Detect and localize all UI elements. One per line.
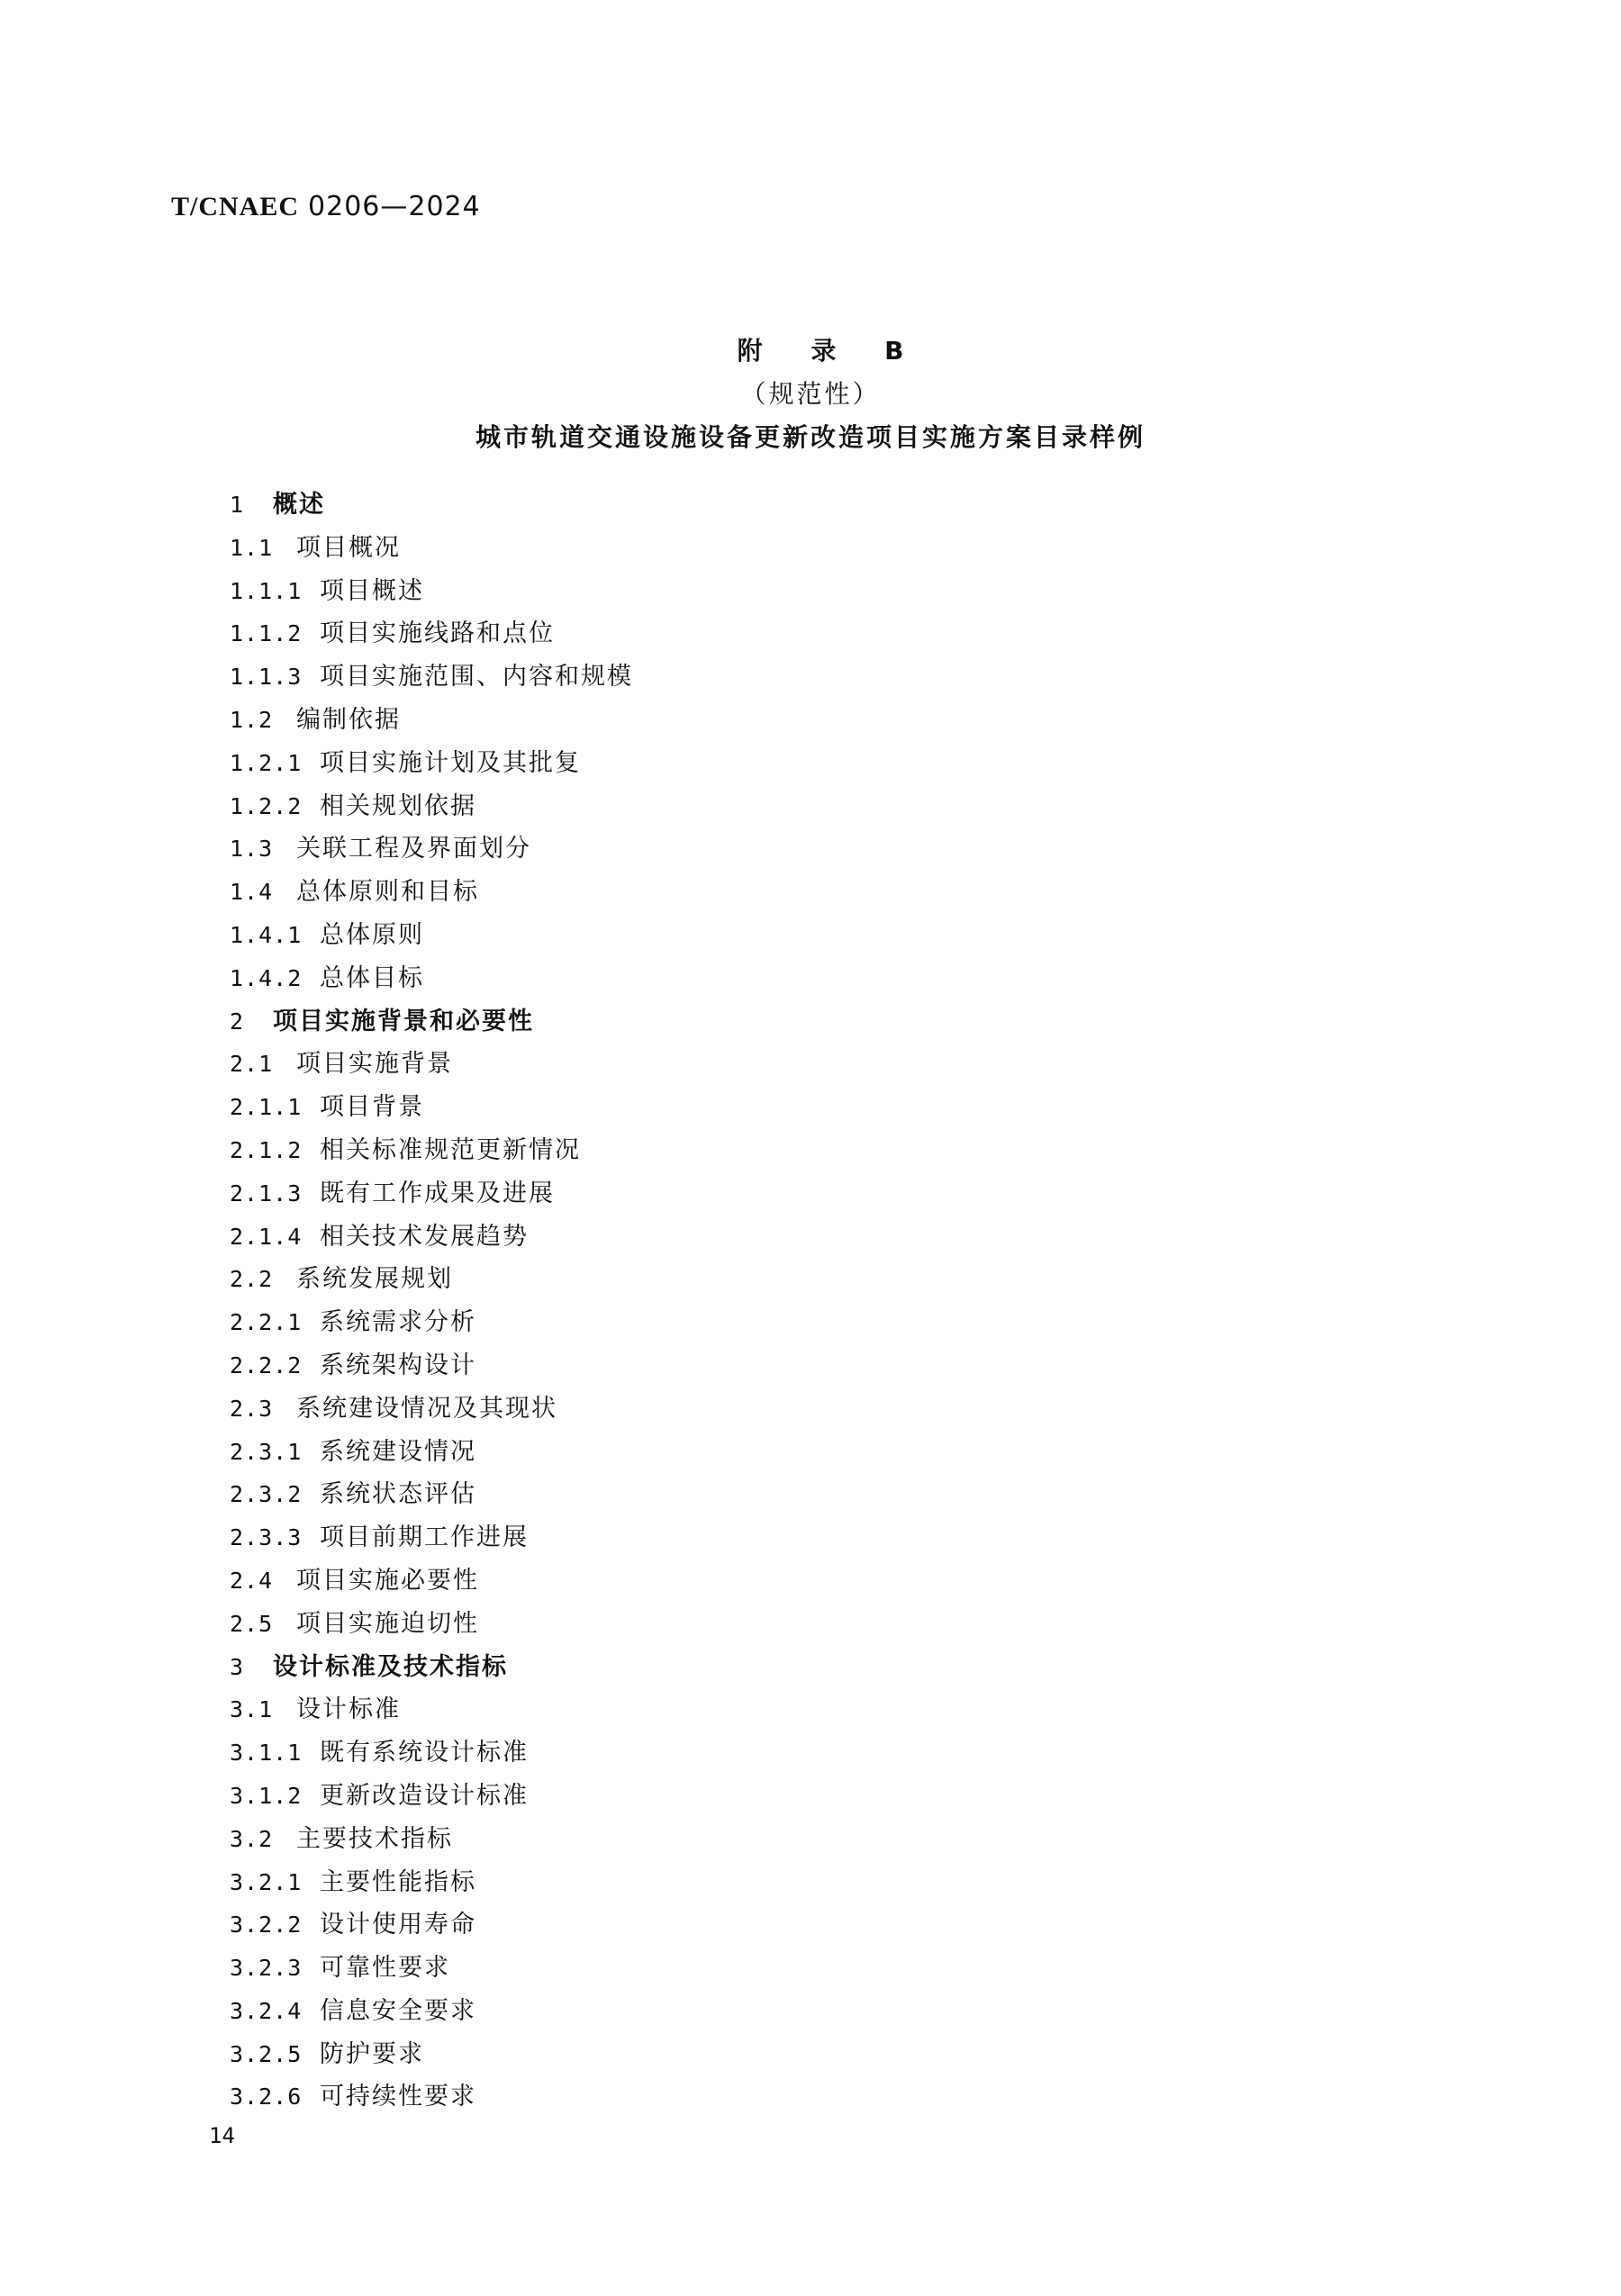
toc-item-number: 2.1 xyxy=(230,1051,274,1078)
toc-item xyxy=(230,871,1400,914)
toc-item xyxy=(230,1818,1400,1861)
toc-item-number: 3.2.4 xyxy=(230,1997,303,2024)
toc-item-number: 1.4.2 xyxy=(230,964,303,991)
toc-item-text: 主要技术指标 xyxy=(296,1824,453,1853)
toc-item-text: 项目实施线路和点位 xyxy=(320,619,555,648)
appendix-type: （规范性） xyxy=(740,379,881,409)
toc-item-text: 相关规划依据 xyxy=(320,791,476,820)
toc-item-number: 2.1.3 xyxy=(230,1180,303,1207)
toc-item-number: 3.2 xyxy=(230,1825,274,1852)
toc-item xyxy=(230,1344,1400,1388)
toc-item-text: 编制依据 xyxy=(296,705,401,734)
toc-item-number: 2.2.2 xyxy=(230,1351,303,1379)
toc-item-number: 2.3 xyxy=(230,1395,274,1422)
toc-item-number: 2.4 xyxy=(230,1567,274,1594)
toc-item-number: 2.2.1 xyxy=(230,1309,303,1336)
toc-item xyxy=(230,699,1400,742)
page-number: 14 xyxy=(209,2123,235,2148)
toc-item-number: 2.3.1 xyxy=(230,1438,303,1465)
toc-item xyxy=(230,1129,1400,1172)
toc-item-text: 既有工作成果及进展 xyxy=(320,1179,555,1207)
toc-item xyxy=(230,484,1400,527)
toc-item xyxy=(230,1388,1400,1431)
toc-item-text: 系统建设情况及其现状 xyxy=(296,1394,557,1423)
toc-item xyxy=(230,1646,1400,1689)
toc-item xyxy=(230,1516,1400,1559)
toc-item xyxy=(230,1775,1400,1818)
toc-item-number: 1.3 xyxy=(230,836,274,863)
toc-item-number: 2.1.4 xyxy=(230,1223,303,1250)
toc-item-text: 项目概况 xyxy=(296,533,401,562)
toc-item-text: 项目概述 xyxy=(320,576,424,605)
toc-item-text: 系统状态评估 xyxy=(320,1480,476,1509)
toc-item-number: 1.1 xyxy=(230,534,274,561)
toc-item-text: 系统需求分析 xyxy=(320,1308,476,1337)
toc-item xyxy=(230,1688,1400,1731)
toc-item-number: 1.4.1 xyxy=(230,921,303,948)
toc-item xyxy=(230,527,1400,570)
toc-item xyxy=(230,1086,1400,1129)
toc-item-number: 2.3.3 xyxy=(230,1524,303,1551)
toc-item-number: 1.2.2 xyxy=(230,792,303,819)
toc-item-number: 2.5 xyxy=(230,1610,274,1637)
toc-item xyxy=(230,1043,1400,1086)
toc-item xyxy=(230,1903,1400,1947)
toc-item-number: 3 xyxy=(230,1653,245,1680)
toc-item xyxy=(230,1559,1400,1603)
toc-item-text: 项目背景 xyxy=(320,1093,424,1122)
toc-item-text: 相关标准规范更新情况 xyxy=(320,1135,581,1164)
toc-item xyxy=(230,827,1400,871)
toc-item-number: 1 xyxy=(230,492,245,518)
toc-item-text: 更新改造设计标准 xyxy=(320,1781,529,1810)
appendix-name: 城市轨道交通设施设备更新改造项目实施方案目录样例 xyxy=(475,422,1146,452)
toc-item-number: 2.1.1 xyxy=(230,1094,303,1121)
toc-item xyxy=(230,655,1400,699)
toc-item xyxy=(230,1473,1400,1516)
toc-item-number: 3.1.2 xyxy=(230,1782,303,1809)
toc-item xyxy=(230,1603,1400,1646)
toc-item-number: 1.4 xyxy=(230,879,274,906)
toc-item-text: 项目实施范围、内容和规模 xyxy=(320,663,633,692)
toc-item-text: 设计使用寿命 xyxy=(320,1911,476,1939)
toc-item-number: 3.2.5 xyxy=(230,2040,303,2067)
toc-item xyxy=(230,1258,1400,1301)
toc-item xyxy=(230,1216,1400,1259)
toc-item-number: 1.1.3 xyxy=(230,664,303,691)
toc-item xyxy=(230,570,1400,613)
toc-item-text: 系统发展规划 xyxy=(296,1265,453,1294)
toc-item xyxy=(230,1990,1400,2033)
toc-item-text: 设计标准及技术指标 xyxy=(273,1652,508,1681)
toc-item-number: 3.1.1 xyxy=(230,1740,303,1767)
toc-item xyxy=(230,2033,1400,2076)
toc-item xyxy=(230,785,1400,828)
toc-item xyxy=(230,742,1400,785)
toc-item xyxy=(230,1431,1400,1474)
table-of-contents xyxy=(230,484,1400,2119)
toc-item-text: 总体原则和目标 xyxy=(296,878,479,907)
document-code-number: 0206—2024 xyxy=(308,191,481,222)
toc-item xyxy=(230,1947,1400,1990)
toc-item-text: 系统建设情况 xyxy=(320,1437,476,1466)
toc-item-number: 3.2.2 xyxy=(230,1912,303,1939)
toc-item-number: 2.3.2 xyxy=(230,1481,303,1508)
toc-item xyxy=(230,914,1400,957)
toc-item xyxy=(230,612,1400,655)
toc-item xyxy=(230,2075,1400,2119)
toc-item xyxy=(230,1861,1400,1904)
toc-item-number: 3.1 xyxy=(230,1696,274,1723)
toc-item-text: 设计标准 xyxy=(296,1695,401,1724)
appendix-title: 附 录 B xyxy=(737,336,924,366)
toc-item-text: 项目实施背景和必要性 xyxy=(273,1007,534,1035)
toc-item-number: 3.2.1 xyxy=(230,1868,303,1895)
toc-item-text: 系统架构设计 xyxy=(320,1351,476,1379)
toc-item-number: 2.1.2 xyxy=(230,1136,303,1163)
toc-item xyxy=(230,1731,1400,1775)
toc-item-text: 防护要求 xyxy=(320,2039,424,2068)
toc-item-text: 关联工程及界面划分 xyxy=(296,835,531,863)
toc-item-number: 1.2.1 xyxy=(230,749,303,776)
toc-item-text: 项目前期工作进展 xyxy=(320,1523,529,1552)
toc-item-text: 项目实施迫切性 xyxy=(296,1609,479,1638)
toc-item-number: 3.2.6 xyxy=(230,2084,303,2111)
toc-item-number: 3.2.3 xyxy=(230,1955,303,1982)
toc-item-text: 主要性能指标 xyxy=(320,1867,476,1896)
toc-item-text: 既有系统设计标准 xyxy=(320,1739,529,1767)
document-code-prefix: T/CNAEC xyxy=(171,192,300,221)
toc-item-number: 1.2 xyxy=(230,706,274,733)
toc-item xyxy=(230,1172,1400,1216)
toc-item-text: 可靠性要求 xyxy=(320,1954,450,1983)
toc-item-text: 项目实施必要性 xyxy=(296,1566,479,1595)
toc-item-number: 2 xyxy=(230,1008,245,1035)
toc-item-number: 2.2 xyxy=(230,1266,274,1293)
toc-item-text: 项目实施背景 xyxy=(296,1050,453,1079)
toc-item xyxy=(230,1301,1400,1344)
toc-item-text: 总体原则 xyxy=(320,920,424,949)
toc-item xyxy=(230,1000,1400,1044)
toc-item-text: 概述 xyxy=(273,491,325,519)
toc-item-text: 信息安全要求 xyxy=(320,1996,476,2025)
toc-item xyxy=(230,957,1400,1000)
document-code xyxy=(171,187,481,227)
toc-item-text: 可持续性要求 xyxy=(320,2083,476,2111)
toc-item-text: 总体目标 xyxy=(320,963,424,992)
toc-item-text: 相关技术发展趋势 xyxy=(320,1222,529,1251)
toc-item-number: 1.1.2 xyxy=(230,620,303,647)
toc-item-number: 1.1.1 xyxy=(230,577,303,604)
toc-item-text: 项目实施计划及其批复 xyxy=(320,748,581,777)
